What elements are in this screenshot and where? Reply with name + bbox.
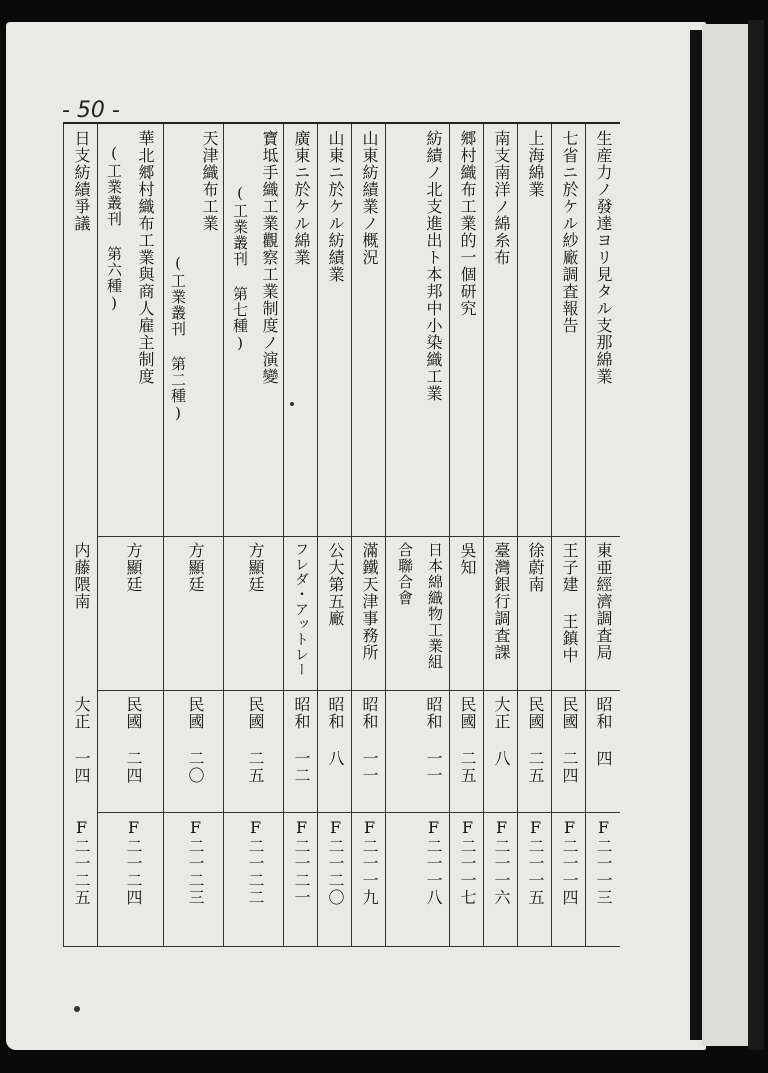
row-date: 大正 一四 xyxy=(72,696,91,784)
table-row xyxy=(317,124,352,946)
table-row xyxy=(483,124,518,946)
row-code: F二一二四 xyxy=(124,818,143,906)
next-page-edge xyxy=(702,24,752,1046)
row-author: 王子建 王鎮中 xyxy=(560,542,579,664)
ink-speck xyxy=(290,402,294,406)
page-number: - 50 - xyxy=(62,98,120,123)
row-author: 臺灣銀行調査課 xyxy=(492,542,511,661)
row-code: F二一二三 xyxy=(186,818,205,906)
table-row xyxy=(551,124,586,946)
row-date: 昭和 四 xyxy=(594,696,613,767)
row-subtitle: (工業叢刊 第二種) xyxy=(169,254,187,423)
row-author: 方顯廷 xyxy=(246,542,265,593)
row-code: F二一一九 xyxy=(360,818,379,906)
catalog-table xyxy=(97,122,620,947)
row-date: 昭和 一一 xyxy=(360,696,379,784)
table-row xyxy=(163,124,224,946)
row-author: 方顯廷 xyxy=(186,542,205,593)
row-author: 方顯廷 xyxy=(124,542,143,593)
row-title: 七省ニ於ケル紗廠調査報告 xyxy=(560,130,579,334)
row-date: 大正 八 xyxy=(492,696,511,767)
row-author: 公大第五廠 xyxy=(326,542,345,627)
row-title: 日支紡績爭議 xyxy=(72,130,91,232)
row-code: F二一二一 xyxy=(292,818,311,906)
row-title: 上海綿業 xyxy=(526,130,545,198)
row-title: 山東紡績業ノ概況 xyxy=(360,130,379,266)
row-author: 吳知 xyxy=(458,542,477,576)
table-row xyxy=(517,124,552,946)
book-edge-shadow xyxy=(748,20,764,1050)
row-date: 民國 二四 xyxy=(560,696,579,784)
row-date: 民國 二五 xyxy=(526,696,545,784)
row-title: 南支南洋ノ綿糸布 xyxy=(492,130,511,266)
row-code: F二一一七 xyxy=(458,818,477,906)
row-date: 民國 二〇 xyxy=(186,696,205,784)
row-code: F二一一六 xyxy=(492,818,511,906)
row-title: 天津織布工業 xyxy=(200,130,219,232)
row-subtitle: (工業叢刊 第七種) xyxy=(231,184,249,353)
row-author: 東亜經濟調査局 xyxy=(594,542,613,661)
table-row xyxy=(351,124,386,946)
table-row xyxy=(585,124,620,946)
table-row xyxy=(223,124,284,946)
row-date: 昭和 一一 xyxy=(424,696,443,784)
book-spine xyxy=(690,30,702,1040)
row-code: F二一一三 xyxy=(594,818,613,906)
row-code: F二一一四 xyxy=(560,818,579,906)
table-row xyxy=(63,122,98,947)
row-title: 紡績ノ北支進出ト本邦中小染織工業 xyxy=(424,130,443,402)
row-title: 山東ニ於ケル紡績業 xyxy=(326,130,345,283)
table-row xyxy=(97,124,164,946)
row-code: F二一二二 xyxy=(246,818,265,906)
row-subtitle: (工業叢刊 第六種) xyxy=(105,144,123,313)
row-author: 徐蔚南 xyxy=(526,542,545,593)
row-author: フレダ・アットレー xyxy=(293,542,309,677)
row-author: 内藤隈南 xyxy=(72,542,91,610)
row-code: F二一二〇 xyxy=(326,818,345,906)
table-row xyxy=(449,124,484,946)
row-title: 生産力ノ發達ヨリ見タル支那綿業 xyxy=(594,130,613,385)
row-title: 廣東ニ於ケル綿業 xyxy=(292,130,311,266)
row-title: 郷村織布工業的一個研究 xyxy=(458,130,477,317)
row-code: F二一二五 xyxy=(72,818,91,906)
row-date: 民國 二五 xyxy=(458,696,477,784)
row-date: 昭和 一二 xyxy=(292,696,311,784)
row-title: 寶坻手織工業觀察工業制度ノ演變 xyxy=(260,130,279,385)
row-date: 民國 二四 xyxy=(124,696,143,784)
ink-speck xyxy=(74,1006,80,1012)
row-code: F二一一五 xyxy=(526,818,545,906)
row-title: 華北郷村織布工業與商人雇主制度 xyxy=(136,130,155,385)
row-author: 滿鐵天津事務所 xyxy=(360,542,379,661)
row-date: 民國 二五 xyxy=(246,696,265,784)
table-row xyxy=(385,124,450,946)
row-date: 昭和 八 xyxy=(326,696,345,767)
table-row xyxy=(283,124,318,946)
row-author: 日本綿織物工業組合聯合會 xyxy=(396,542,444,670)
row-code: F二一一八 xyxy=(424,818,443,906)
